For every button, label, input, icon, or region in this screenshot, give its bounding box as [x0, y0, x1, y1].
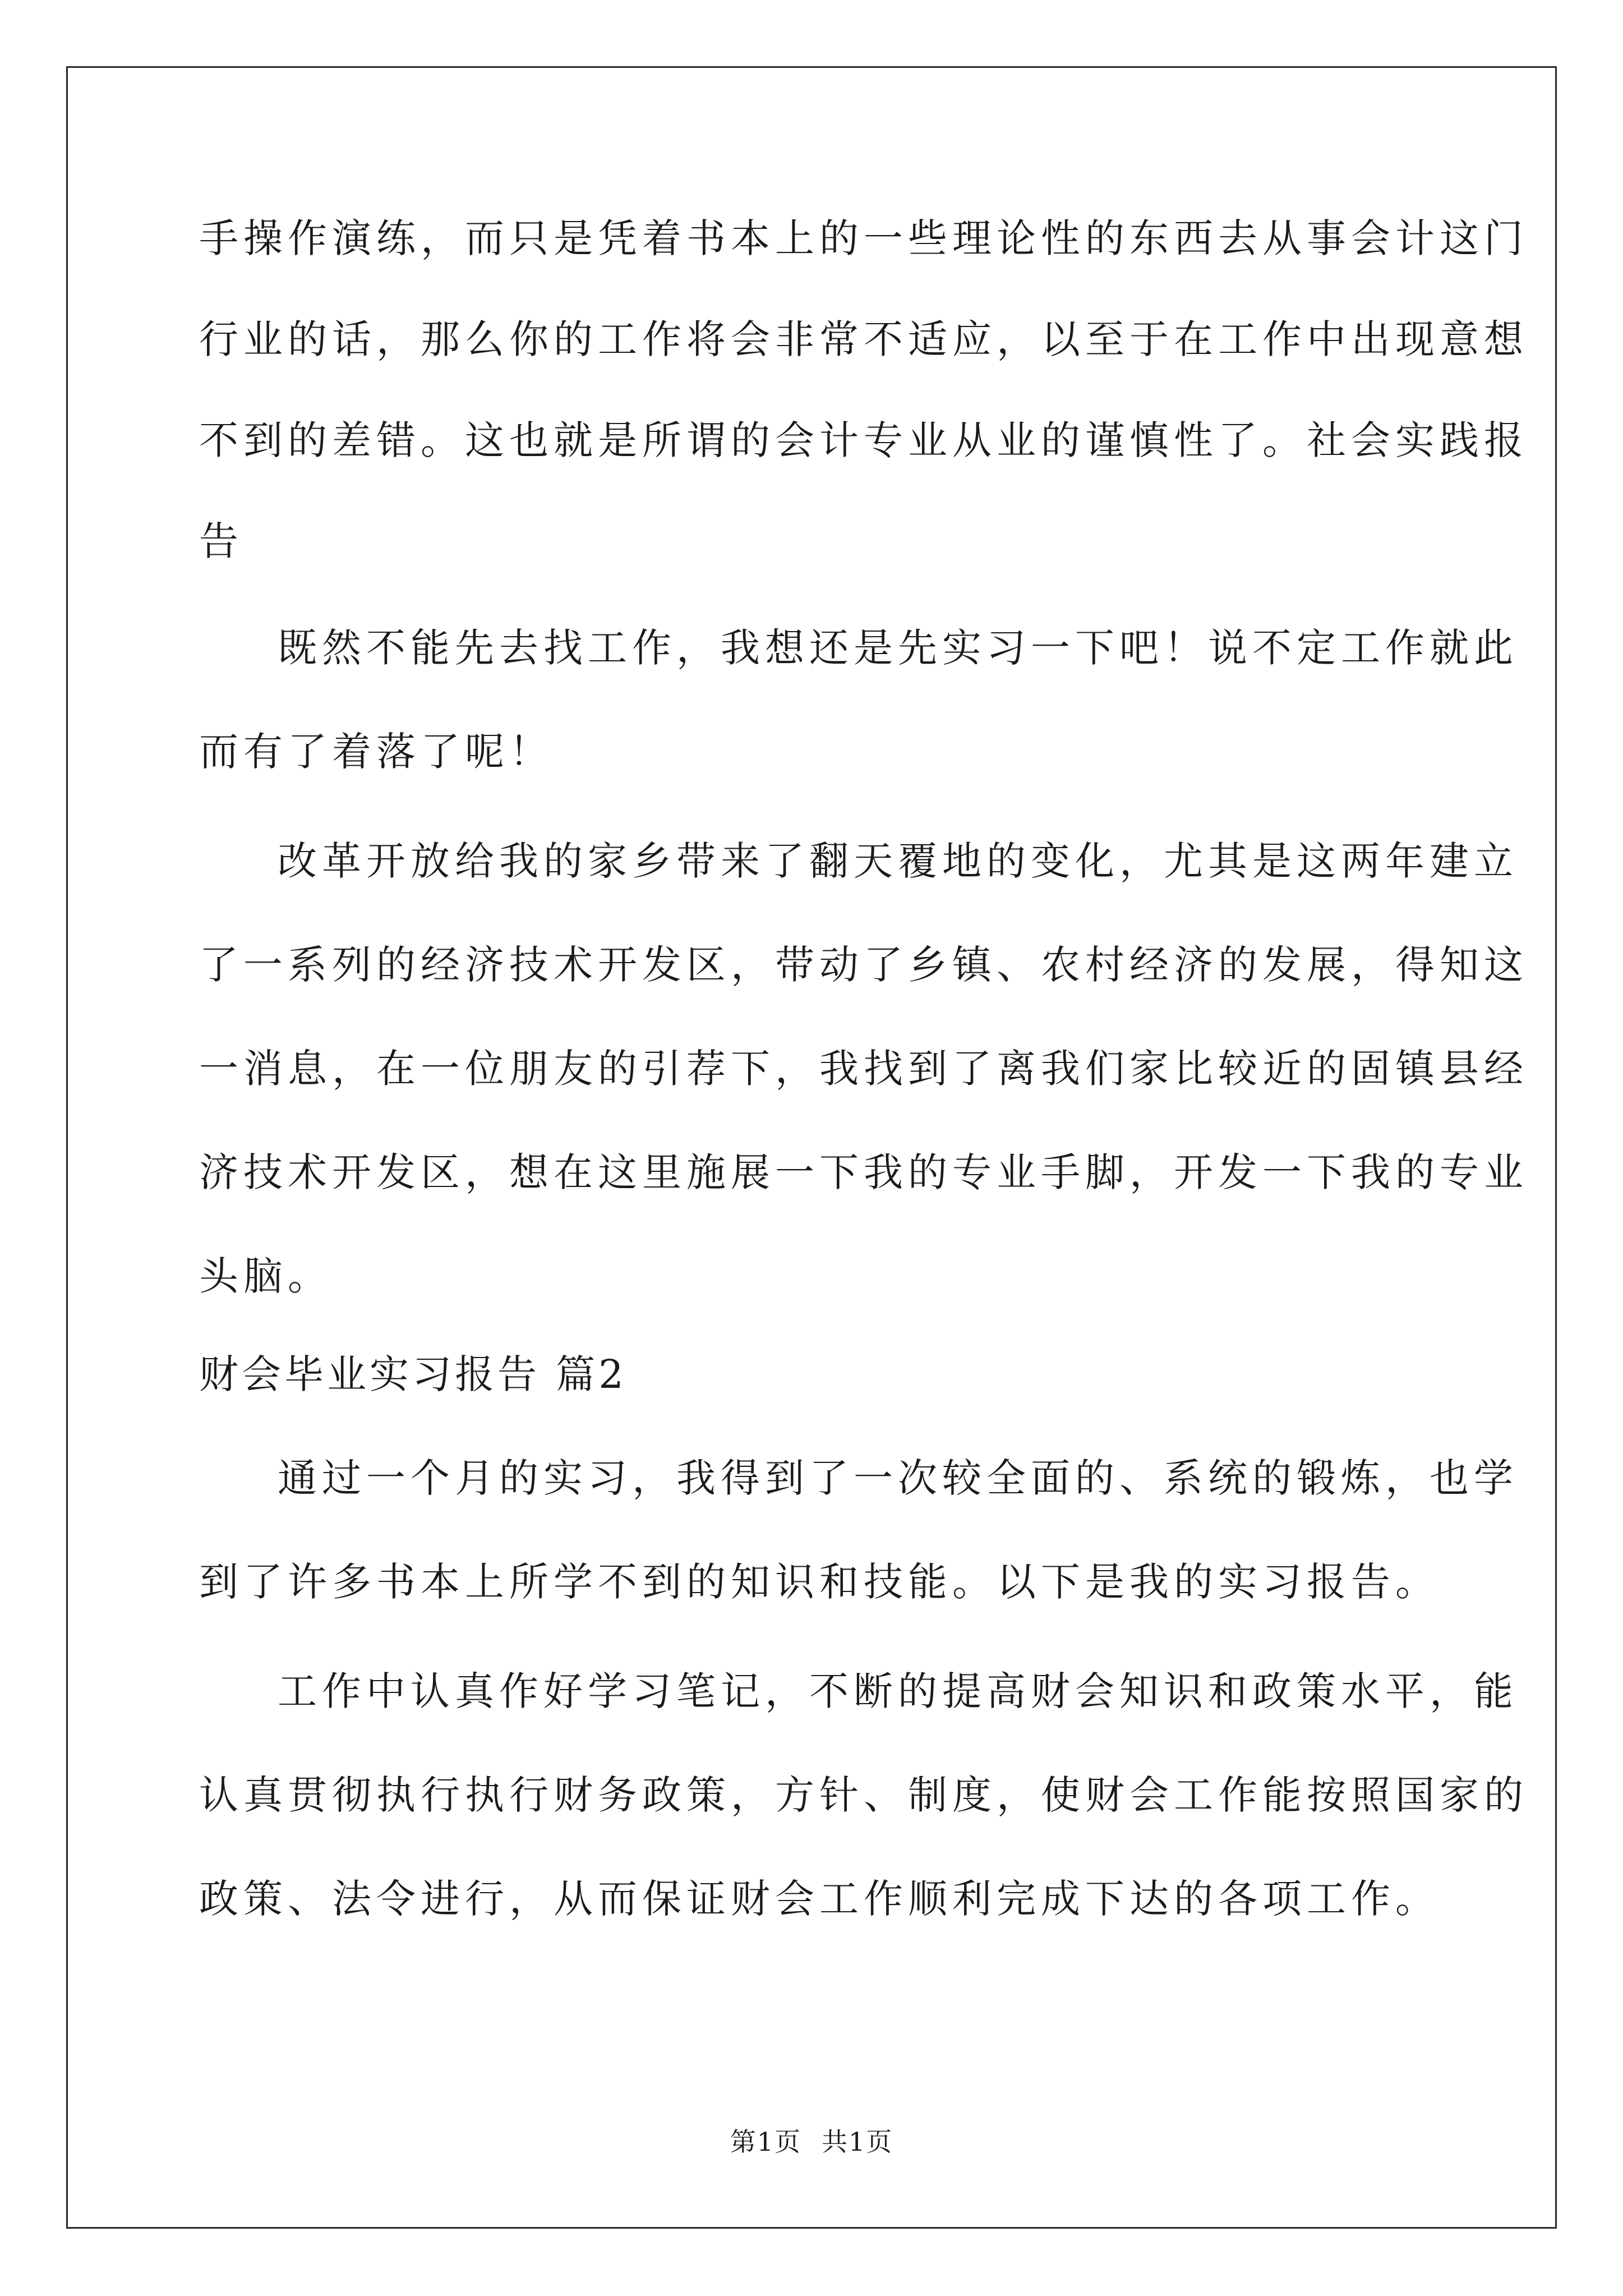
paragraph-line: 政策、法令进行，从而保证财会工作顺利完成下达的各项工作。 — [199, 1876, 1440, 1922]
page-total: 共1页 — [822, 2127, 893, 2157]
paragraph-line: 认真贯彻执行执行财务政策，方针、制度，使财会工作能按照国家的 — [199, 1772, 1528, 1818]
section-heading: 财会毕业实习报告 篇2 — [199, 1351, 627, 1397]
paragraph-line: 济技术开发区，想在这里施展一下我的专业手脚，开发一下我的专业 — [199, 1149, 1528, 1195]
paragraph-line: 行业的话，那么你的工作将会非常不适应，以至于在工作中出现意想 — [199, 316, 1528, 362]
paragraph-line: 改革开放给我的家乡带来了翻天覆地的变化，尤其是这两年建立 — [278, 838, 1518, 884]
paragraph-line: 工作中认真作好学习笔记，不断的提高财会知识和政策水平，能 — [278, 1668, 1518, 1714]
paragraph-line: 了一系列的经济技术开发区，带动了乡镇、农村经济的发展，得知这 — [199, 942, 1528, 988]
page-footer — [0, 2125, 1623, 2159]
paragraph-line: 告 — [199, 518, 243, 564]
page-number: 第1页 — [730, 2127, 801, 2157]
paragraph-line: 手操作演练，而只是凭着书本上的一些理论性的东西去从事会计这门 — [199, 215, 1528, 261]
paragraph-line: 不到的差错。这也就是所谓的会计专业从业的谨慎性了。社会实践报 — [199, 417, 1528, 463]
paragraph-line: 通过一个月的实习，我得到了一次较全面的、系统的锻炼，也学 — [278, 1455, 1518, 1501]
paragraph-line: 头脑。 — [199, 1253, 332, 1299]
paragraph-line: 到了许多书本上所学不到的知识和技能。以下是我的实习报告。 — [199, 1559, 1440, 1605]
paragraph-line: 既然不能先去找工作，我想还是先实习一下吧！说不定工作就此 — [278, 625, 1518, 671]
paragraph-line: 一消息，在一位朋友的引荐下，我找到了离我们家比较近的固镇县经 — [199, 1046, 1528, 1092]
paragraph-line: 而有了着落了呢！ — [199, 729, 554, 775]
